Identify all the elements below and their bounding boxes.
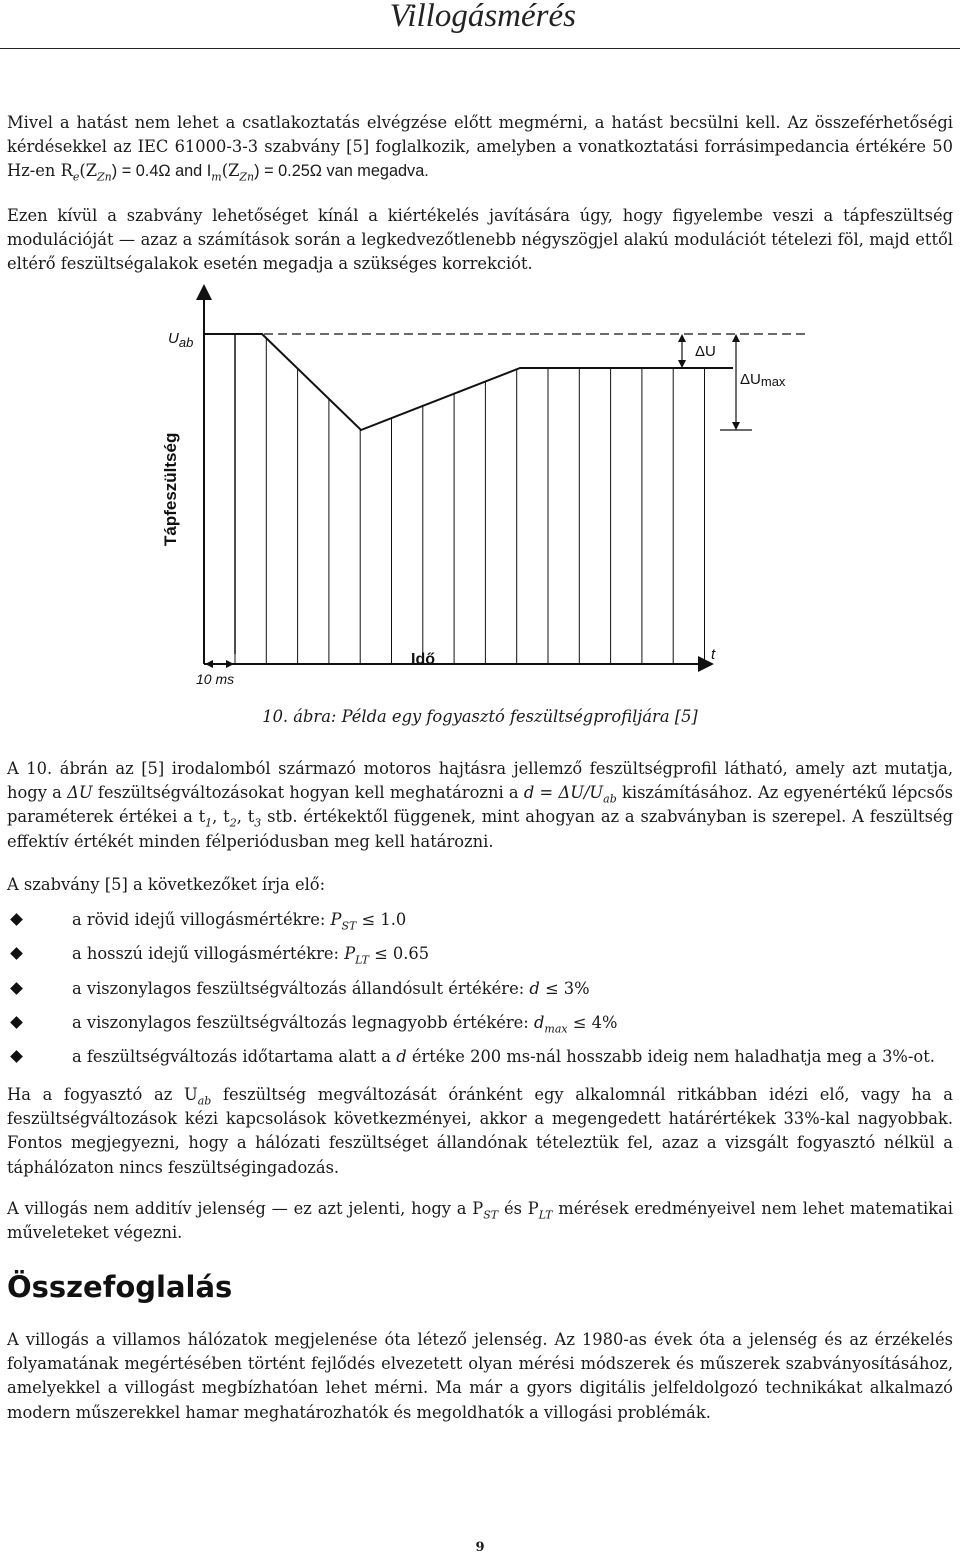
bullet-diamond-icon xyxy=(10,1016,23,1029)
para1-text-a: Mivel a hatást nem lehet a csatlakoztatás elvégzése előtt megmérni, a hatást becsülni kell. Az összeférhetőségi kérdésekkel az IEC 61000-3-3 szabvány [5] foglalkozik, amelyben a vonatkoztatási forrásimpedancia értékére 50 Hz-en R xyxy=(7,113,953,181)
para6-text-a: A villogás nem additív jelenség — ez azt jelenti, hogy a P xyxy=(7,1199,484,1218)
para1-text-b: (Z xyxy=(79,161,98,181)
delta-u-label: ΔU xyxy=(695,343,716,360)
para3-equals: = xyxy=(534,783,559,803)
time-step-arrow-right xyxy=(226,660,234,668)
para5-text-a: Ha a fogyasztó az U xyxy=(7,1085,198,1104)
bullet-diamond-icon xyxy=(10,1050,23,1063)
para3-text-i: , t xyxy=(236,807,255,827)
delta-u-arrow-top xyxy=(678,334,686,342)
list-item: a viszonylagos feszültségváltozás állandósult értékére: d ≤ 3% xyxy=(7,977,953,1011)
paragraph-intro xyxy=(7,111,953,184)
paragraph-figure-description xyxy=(7,757,953,854)
y-axis-title: Tápfeszültség xyxy=(161,432,180,546)
sample-lines xyxy=(235,334,705,664)
para1-text-c: ) = 0.4Ω and I xyxy=(111,162,212,181)
delta-umax-label: ΔUmax xyxy=(740,371,786,389)
list-item: a hosszú idejű villogásmértékre: $P_{LT} \le 0.65$ xyxy=(7,942,953,976)
page-header xyxy=(0,0,960,49)
para5-text-b: feszültség megváltozását óránként egy alkalomnál ritkábban idézi elő, vagy ha a feszültségváltozások kézi kapcsolások következményei, akkor a megengedett határértékek 33%-kal nagyobbak. Fontos megjegyezni, hogy a hálózati feszültséget állandónak tételeztük fel, azaz a vizsgált fogyasztó nélkül a táphálózaton nincs feszültségingadozás. xyxy=(7,1085,953,1177)
page-title: Villogásmérés xyxy=(389,0,576,34)
para3-d: d xyxy=(523,783,535,803)
para1-sub-e: e xyxy=(72,170,80,184)
delta-umax-arrow-bottom xyxy=(732,422,740,430)
para1-sub-zn-2: Zn xyxy=(239,170,255,184)
para6-sub-st: ST xyxy=(483,1208,499,1222)
section-title: Összefoglalás xyxy=(7,1270,233,1304)
para3-sub-3: 3 xyxy=(254,816,262,830)
para1-text-e: ) = 0.25Ω van megadva. xyxy=(254,162,429,181)
para5-sub-ab: ab xyxy=(197,1094,212,1108)
para1-text-d: (Z xyxy=(221,161,240,181)
time-step-arrow-left xyxy=(205,660,213,668)
bullet-diamond-icon xyxy=(10,913,23,926)
paragraph-modulation: Ezen kívül a szabvány lehetőséget kínál a kiértékelés javítására úgy, hogy figyelembe veszi a tápfeszültség modulációját — azaz a számítások során a legkedvezőtlenebb négyszögjel alakú modulációt tételezi föl, majd ettől eltérő feszültségalakok esetén megadja a szükséges korrekciót. xyxy=(7,206,953,274)
paragraph-summary: A villogás a villamos hálózatok megjelenése óta létező jelenség. Az 1980-as évek óta a jelenség és az érzékelés folyamatának megértésében történt fejlődés elvezetett olyan mérési módszerek és műszerek szabványosításához, amelyekkel a villogást megbízhatóan lehet mérni. Ma már a gyors digitális jelfeldolgozó technikákat alkalmazó modern műszerekkel hamar meghatározhatók és megoldhatók a villogási problémák. xyxy=(7,1330,953,1422)
x-axis-title: Idő xyxy=(411,651,435,668)
time-step-marker xyxy=(204,334,235,654)
bullet-diamond-icon xyxy=(10,982,23,995)
paragraph-limits xyxy=(7,1083,953,1180)
delta-umax-arrow-top xyxy=(732,334,740,342)
para6-text-b: és P xyxy=(498,1199,539,1218)
list-item: a viszonylagos feszültségváltozás legnagyobb értékére: $d_{max} \le 4\%$ xyxy=(7,1011,953,1045)
para3-text-h: , t xyxy=(212,807,230,827)
para1-sub-zn: Zn xyxy=(97,170,112,184)
paragraph-standard-intro: A szabvány [5] a következőket írja elő: xyxy=(7,875,326,894)
para3-text-a: A 10. ábrán az [5] irodalomból származó motoros hajtásra jellemző feszültségprofil látható, amely azt mutatja, hogy a xyxy=(7,759,953,803)
para3-text-j: stb. értékektől függenek, mint ahogyan az a szabványban is szerepel. A feszültség effektív értékét minden félperiódusban meg kell határozni. xyxy=(7,807,953,851)
voltage-profile-figure xyxy=(0,280,960,700)
delta-u-arrow-bottom xyxy=(678,360,686,368)
page-number: 9 xyxy=(475,1540,485,1555)
bullet-diamond-icon xyxy=(10,947,23,960)
para6-text-c: mérések eredményeivel nem lehet matematikai műveleteket végezni. xyxy=(7,1199,954,1243)
figure-caption: 10. ábra: Példa egy fogyasztó feszültségprofiljára [5] xyxy=(262,707,698,726)
list-item: a feszültségváltozás időtartama alatt a d értéke 200 ms-nál hosszabb ideig nem haladhatja meg a 3%-ot. xyxy=(7,1045,953,1079)
para3-delta-u: ΔU xyxy=(67,783,93,803)
paragraph-additivity xyxy=(7,1197,953,1245)
para3-sub-1: 1 xyxy=(205,816,213,830)
para3-sub-2: 2 xyxy=(229,816,237,830)
para6-sub-lt: LT xyxy=(538,1208,553,1222)
time-step-label: 10 ms xyxy=(196,671,235,687)
y-label-uab: Uab xyxy=(168,330,194,350)
voltage-profile-line xyxy=(204,334,733,430)
x-end-label-t: t xyxy=(711,646,716,663)
para3-ratio: ΔU/U xyxy=(558,783,604,803)
para1-sub-m: m xyxy=(211,170,222,184)
para3-text-c: feszültségváltozásokat hogyan kell meghatározni a xyxy=(92,783,524,803)
para3-sub-ab: ab xyxy=(603,792,617,806)
para3-text-g: kiszámításához. Az egyenértékű lépcsős paraméterek értékei a t xyxy=(7,783,954,827)
requirements-list xyxy=(7,908,953,1079)
list-item: a rövid idejű villogásmértékre: $P_{ST} \le 1.0$ xyxy=(7,908,953,942)
y-axis-arrow xyxy=(196,284,212,300)
